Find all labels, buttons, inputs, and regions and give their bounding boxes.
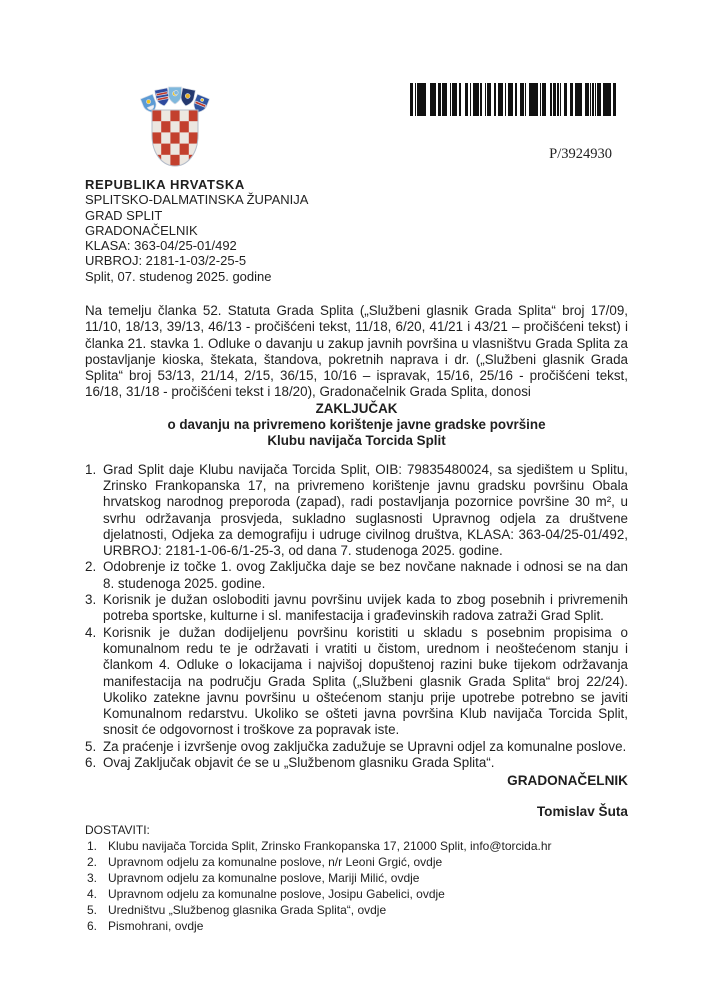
item-text: Pismohrani, ovdje: [108, 919, 204, 934]
distribution-list: [85, 822, 628, 935]
item-number: 2.: [85, 559, 97, 575]
item-text: Korisnik je dužan dodijeljenu površinu koristiti u skladu s posebnim propisima o komunalnom redu te je održavati i vratiti u čistom, urednom i neoštećenom stanju i člankom 4. Odluke o lokacijama i najvišoj dopuštenoj razini buke tijekom održavanja manifestacija na području Grada Splita („Službeni glasnik Grada Splita“ broj 22/24). Ukoliko zatekne javnu površinu u oštećenom stanju prije upotrebe potrebno se javiti Komunalnom redarstvu. Ukoliko se ošteti javna površina Klub navijača Torcida Split, snosit će odgovornost i troškove za popravak iste.: [103, 624, 628, 738]
item-text: Ovaj Zaključak objavit će se u „Službenom glasniku Grada Splita“.: [103, 755, 495, 771]
item-text: Klubu navijača Torcida Split, Zrinsko Frankopanska 17, 21000 Split, info@torcida.hr: [108, 839, 552, 853]
item-text: Korisnik je dužan osloboditi javnu površinu uvijek kada to zbog posebnih i privremenih potreba sportske, kulturne i sl. manifestacija i građevinskih radova zatraži Grad Split.: [103, 592, 628, 624]
distribution-item-3: [85, 870, 628, 886]
item-number: 2.: [87, 855, 98, 870]
letterhead-city: GRAD SPLIT: [85, 207, 163, 223]
distribution-item-2: [85, 854, 628, 870]
decision-item-6: [85, 755, 628, 771]
item-number: 4.: [85, 624, 97, 640]
stamp-number: P/3924930: [549, 146, 612, 162]
item-number: 4.: [87, 887, 98, 902]
decision-item-3: [85, 592, 628, 625]
decision-item-2: [85, 559, 628, 592]
item-number: 6.: [87, 919, 98, 934]
letterhead: [85, 177, 308, 284]
distribution-item-1: [85, 838, 628, 854]
distribution-label: DOSTAVITI:: [85, 822, 150, 837]
item-text: Upravnom odjelu za komunalne poslove, n/r Leoni Grgić, ovdje: [108, 855, 443, 870]
document-title: ZAKLJUČAK: [315, 400, 398, 416]
item-text: Odobrenje iz točke 1. ovog Zaključka daje se bez novčane naknade i odnosi se na dan 8. studenoga 2025. godine.: [103, 559, 628, 591]
item-number: 1.: [87, 839, 98, 853]
item-text: Za praćenje i izvršenje ovog zaključka zadužuje se Upravni odjel za komunalne poslove.: [103, 738, 627, 754]
item-text: Uredništvu „Službenog glasnika Grada Splita“, ovdje: [108, 903, 387, 918]
item-number: 3.: [85, 592, 97, 608]
item-number: 6.: [85, 755, 97, 771]
letterhead-country: REPUBLIKA HRVATSKA: [85, 177, 245, 192]
letterhead-klasa: KLASA: 363-04/25-01/492: [85, 238, 237, 254]
item-number: 1.: [85, 461, 97, 477]
item-text: Grad Split daje Klubu navijača Torcida Split, OIB: 79835480024, sa sjedištem u Splitu, Zrinsko Frankopanska 17, na privremeno korištenje javnu gradsku površinu Obala hrvatskog narodnog preporoda (zapad), radi postavljanja pozornice površine 30 m², u svrhu održavanja prosvjeda, sukladno suglasnosti Upravnog odjela za društvene djelatnosti, Odjeka za demografiju i udruge civilnog društva, KLASA: 363-04/25-01/492, URBROJ: 2181-1-06-6/1-25-3, od dana 7. studenoga 2025. godine.: [103, 461, 628, 559]
decision-item-4: [85, 625, 628, 739]
decision-item-1: [85, 462, 628, 560]
letterhead-urbroj: URBROJ: 2181-1-03/2-25-5: [85, 253, 247, 269]
distribution-item-4: [85, 886, 628, 902]
barcode-icon: [410, 83, 619, 116]
decision-items: [85, 462, 628, 772]
document-body: [85, 303, 628, 935]
item-text: Upravnom odjelu za komunalne poslove, Mariji Milić, ovdje: [108, 871, 420, 886]
document-subtitle-1: o davanju na privremeno korištenje javne gradske površine: [167, 417, 546, 433]
decision-item-5: [85, 739, 628, 755]
item-number: 5.: [85, 738, 97, 754]
croatian-coat-of-arms-icon: [140, 86, 210, 168]
item-number: 3.: [87, 871, 98, 886]
title-block: [85, 401, 628, 450]
signature-role: GRADONAČELNIK: [507, 773, 628, 789]
distribution-item-5: [85, 902, 628, 918]
document-subtitle-2: Klubu navijača Torcida Split: [267, 433, 446, 449]
legal-preamble: Na temelju članka 52. Statuta Grada Splita („Službeni glasnik Grada Splita“ broj 17/09, 11/10, 18/13, 39/13, 46/13 - pročišćeni tekst, 11/18, 6/20, 41/21 i 43/21 – pročišćeni tekst) i članka 21. stavka 1. Odluke o davanju u zakup javnih površina u vlasništvu Grada Splita za postavljanje kioska, štekata, štandova, pokretnih naprava i dr. („Službeni glasnik Grada Splita“ broj 53/13, 21/14, 2/15, 36/15, 10/16 – ispravak, 15/16, 25/16 - pročišćeni tekst, 16/18, 31/18 - pročišćeni tekst i 18/20), Gradonačelnik Grada Splita, donosi: [85, 303, 628, 400]
letterhead-office: GRADONAČELNIK: [85, 222, 198, 238]
item-number: 5.: [87, 903, 98, 918]
letterhead-county: SPLITSKO-DALMATINSKA ŽUPANIJA: [85, 192, 309, 208]
letterhead-date: Split, 07. studenog 2025. godine: [85, 268, 272, 284]
signature-name: Tomislav Šuta: [536, 803, 628, 819]
item-text: Upravnom odjelu za komunalne poslove, Josipu Gabelici, ovdje: [108, 887, 445, 902]
distribution-item-6: [85, 918, 628, 934]
